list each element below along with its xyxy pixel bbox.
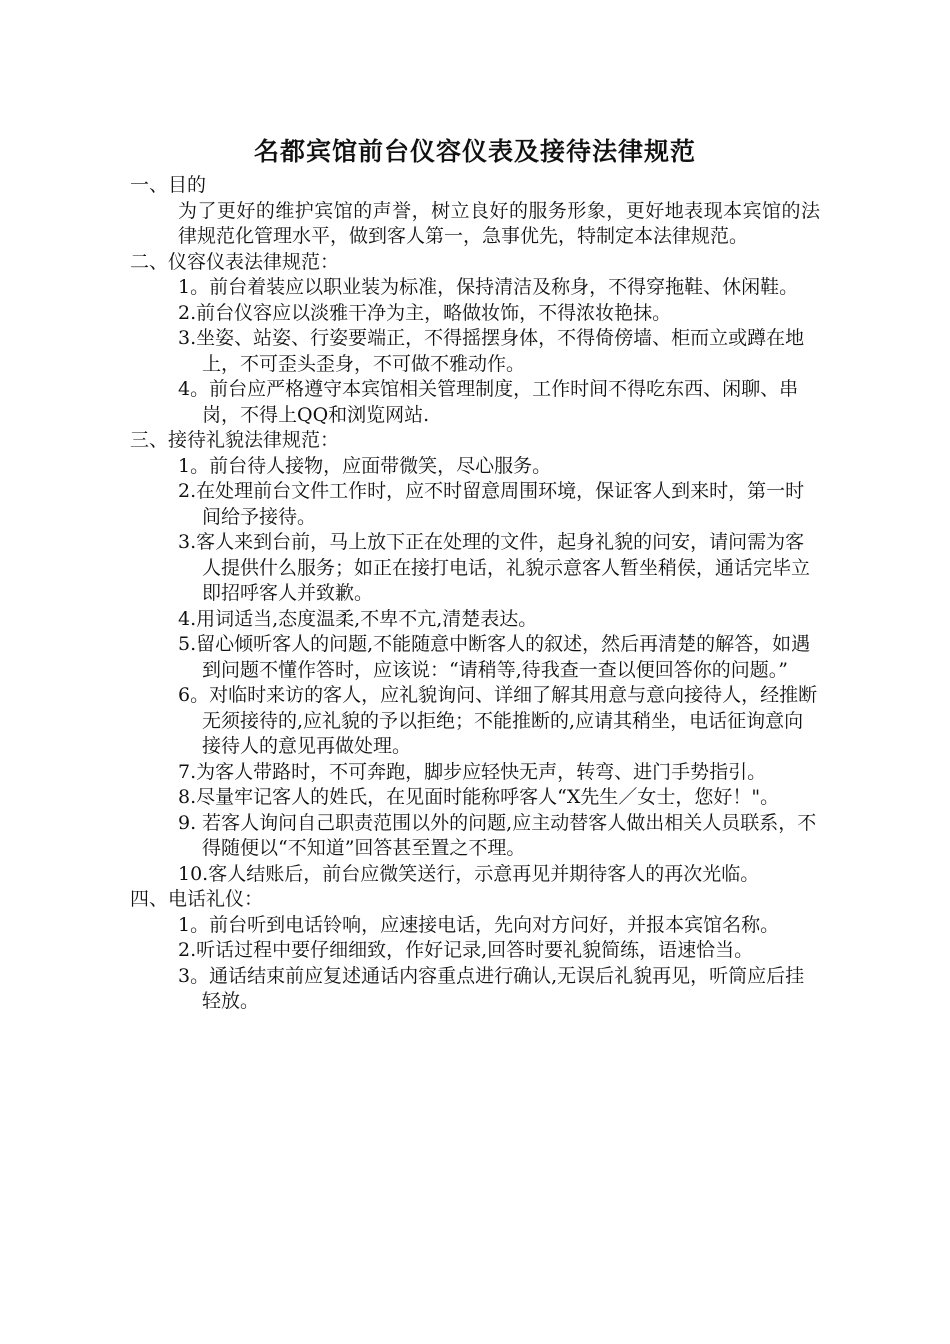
section-reception [130,428,820,887]
rule-item: 1。前台听到电话铃响，应速接电话，先向对方问好，并报本宾馆名称。 [178,913,780,936]
rule-item: 6。对临时来访的客人，应礼貌询问、详细了解其用意与意向接待人，经推断无须接待的,应礼貌的予以拒绝；不能推断的,应请其稍坐，电话征询意向接待人的意见再做处理。 [178,684,818,757]
rule-item: 2.在处理前台文件工作时，应不时留意周围环境，保证客人到来时，第一时间给予接待。 [178,480,805,528]
rule-item: 7.为客人带路时，不可奔跑，脚步应轻快无声，转弯、进门手势指引。 [178,760,767,783]
section-heading: 三、接待礼貌法律规范： [130,429,340,451]
rule-item: 4.用词适当,态度温柔,不卑不亢,清楚表达。 [178,607,538,630]
section-heading: 四、电话礼仪： [130,888,264,910]
section-heading: 一、目的 [130,174,207,196]
rule-item: 1。前台待人接物，应面带微笑，尽心服务。 [178,454,552,477]
rule-item: 3.坐姿、站姿、行姿要端正，不得摇摆身体，不得倚傍墙、柜而立或蹲在地上，不可歪头歪身，不可做不雅动作。 [178,327,805,375]
rule-item: 9. 若客人询问自己职责范围以外的问题,应主动替客人做出相关人员联系，不得随便以“不知道”回答甚至置之不理。 [178,811,817,859]
section-purpose [130,173,820,250]
rule-list [130,454,820,888]
section-appearance [130,250,820,429]
rule-item: 8.尽量牢记客人的姓氏，在见面时能称呼客人“X先生／女士，您好！"。 [178,786,780,808]
document-title: 名都宾馆前台仪容仪表及接待法律规范 [253,137,696,166]
section-phone-etiquette [130,887,820,1015]
rule-item: 4。前台应严格遵守本宾馆相关管理制度，工作时间不得吃东西、闲聊、串岗，不得上QQ和浏览网站. [178,378,799,426]
rule-item: 2.听话过程中要仔细细致，作好记录,回答时要礼貌简练，语速恰当。 [178,939,754,961]
rule-item: 3。通话结束前应复述通话内容重点进行确认,无误后礼貌再见，听筒应后挂轻放。 [178,964,805,1012]
rule-item: 3.客人来到台前，马上放下正在处理的文件，起身礼貌的问安，请问需为客人提供什么服务；如正在接打电话，礼貌示意客人暂坐稍侯，通话完毕立即招呼客人并致歉。 [178,531,811,604]
document-body [130,173,820,1015]
rule-list [130,275,820,428]
rule-item: 2.前台仪容应以淡雅干净为主，略做妆饰，不得浓妆艳抹。 [178,301,672,324]
section-heading: 二、仪容仪表法律规范： [130,250,340,273]
rule-item: 1。前台着装应以职业装为标准，保持清洁及称身，不得穿拖鞋、休闲鞋。 [178,276,799,298]
rule-list [130,913,820,1015]
section-paragraph: 为了更好的维护宾馆的声誉，树立良好的服务形象，更好地表现本宾馆的法律规范化管理水平，做到客人第一，急事优先，特制定本法律规范。 [178,199,820,247]
rule-item: 5.留心倾听客人的问题,不能随意中断客人的叙述，然后再清楚的解答，如遇到问题不懂作答时，应该说：“请稍等,待我查一查以便回答你的问题。” [178,633,811,681]
rule-item: 10.客人结账后，前台应微笑送行，示意再见并期待客人的再次光临。 [178,862,760,885]
